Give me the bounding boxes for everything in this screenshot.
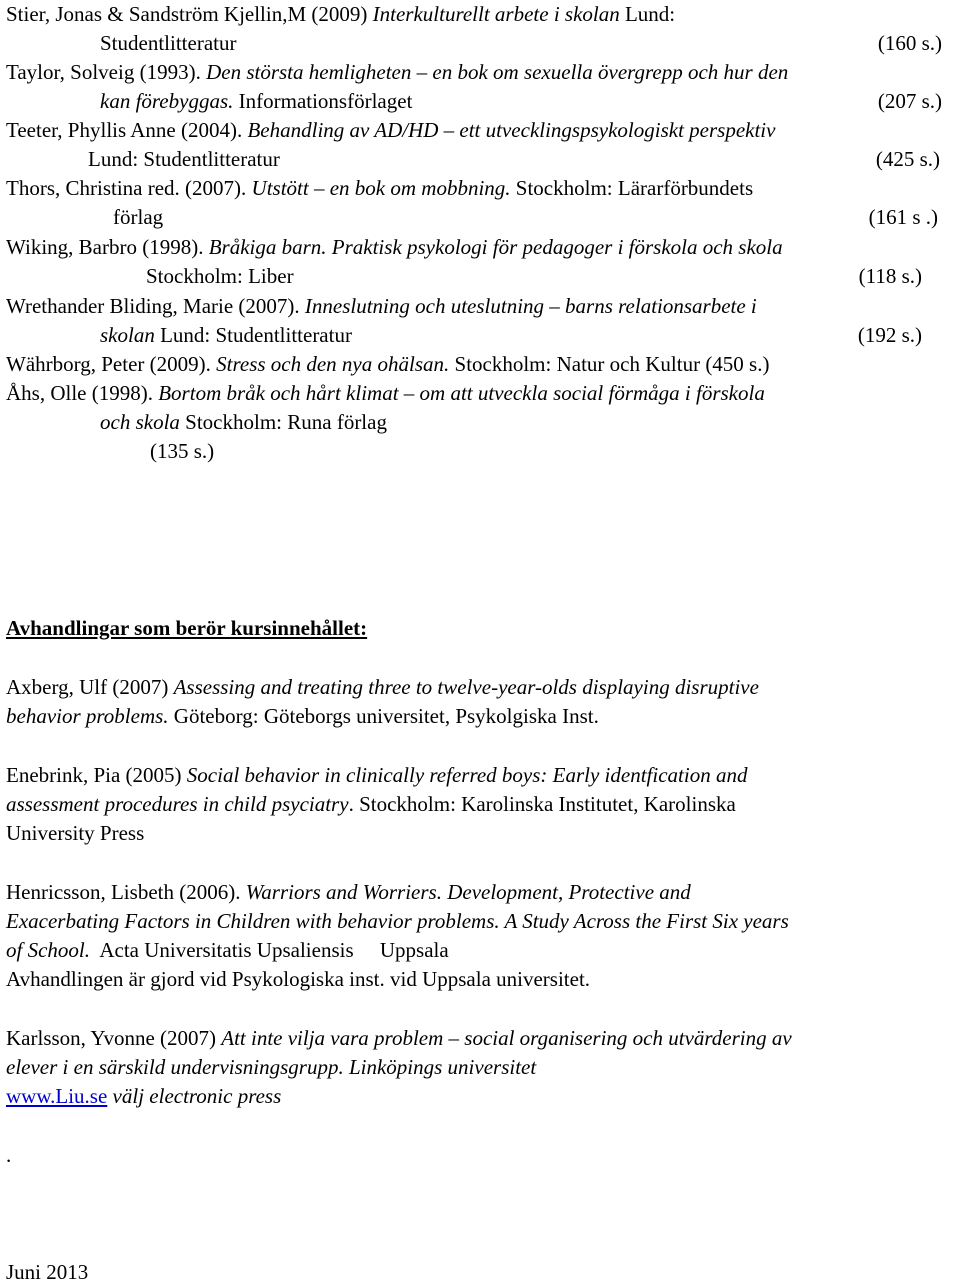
thesis-karlsson-line1: Karlsson, Yvonne (2007) Att inte vilja vara problem – social organisering och utvärdering av <box>6 1026 792 1050</box>
ref-teeter-line1: Teeter, Phyllis Anne (2004). Behandling av AD/HD – ett utvecklingspsykologiskt perspektiv <box>6 118 776 142</box>
thesis-karlsson-line2: elever i en särskild undervisningsgrupp. Linköpings universitet <box>6 1055 537 1079</box>
ref-ahs-line1: Åhs, Olle (1998). Bortom bråk och hårt klimat – om att utveckla social förmåga i förskola <box>6 381 765 405</box>
ref-wrethander-line1: Wrethander Bliding, Marie (2007). Inneslutning och uteslutning – barns relationsarbete i <box>6 294 757 318</box>
ref-teeter-pages: (425 s.) <box>875 147 940 171</box>
thesis-axberg-line2: behavior problems. Göteborg: Göteborgs universitet, Psykolgiska Inst. <box>6 704 599 728</box>
thesis-enebrink-line3: University Press <box>6 821 145 845</box>
ref-thors-line1: Thors, Christina red. (2007). Utstött – en bok om mobbning. Stockholm: Lärarförbundets <box>6 176 754 200</box>
liu-link[interactable]: www.Liu.se <box>6 1084 108 1108</box>
ref-wrethander-pages: (192 s.) <box>857 323 922 347</box>
ref-stier-pages: (160 s.) <box>877 31 942 55</box>
ref-wahrborg-line1: Währborg, Peter (2009). Stress och den nya ohälsan. Stockholm: Natur och Kultur (450 s.) <box>6 352 770 376</box>
ref-wiking-publisher: Stockholm: Liber <box>146 264 294 288</box>
ref-taylor-line2: kan förebyggas. Informationsförlaget <box>100 89 413 113</box>
ref-taylor-pages: (207 s.) <box>877 89 942 113</box>
thesis-enebrink-line2: assessment procedures in child psyciatry. Stockholm: Karolinska Institutet, Karolinska <box>6 792 736 816</box>
thesis-karlsson-line3: www.Liu.se välj electronic press <box>6 1084 282 1108</box>
thesis-axberg-line1: Axberg, Ulf (2007) Assessing and treating three to twelve-year-olds displaying disruptive <box>6 675 759 699</box>
thesis-henricsson-line1: Henricsson, Lisbeth (2006). Warriors and Worriers. Development, Protective and <box>6 880 691 904</box>
ref-ahs-pages: (135 s.) <box>150 439 215 463</box>
ref-stier-publisher: Studentlitteratur <box>100 31 237 55</box>
ref-thors-pages: (161 s .) <box>868 205 938 229</box>
section-heading: Avhandlingar som berör kursinnehållet: <box>6 616 368 640</box>
thesis-enebrink-line1: Enebrink, Pia (2005) Social behavior in clinically referred boys: Early identfication and <box>6 763 748 787</box>
ref-wrethander-line2: skolan Lund: Studentlitteratur <box>100 323 352 347</box>
ref-teeter-publisher: Lund: Studentlitteratur <box>88 147 280 171</box>
ref-wiking-line1: Wiking, Barbro (1998). Bråkiga barn. Praktisk psykologi för pedagoger i förskola och skola <box>6 235 783 259</box>
ref-ahs-line2: och skola Stockholm: Runa förlag <box>100 410 387 434</box>
footer-date: Juni 2013 <box>6 1260 89 1284</box>
stray-dot: . <box>6 1143 12 1167</box>
ref-wiking-pages: (118 s.) <box>858 264 922 288</box>
thesis-henricsson-line3: of School. Acta Universitatis Upsaliensis Uppsala <box>6 938 449 962</box>
thesis-henricsson-line2: Exacerbating Factors in Children with behavior problems. A Study Across the First Six years <box>6 909 789 933</box>
ref-taylor-line1: Taylor, Solveig (1993). Den största hemligheten – en bok om sexuella övergrepp och hur den <box>6 60 789 84</box>
thesis-henricsson-note: Avhandlingen är gjord vid Psykologiska inst. vid Uppsala universitet. <box>6 967 591 991</box>
ref-thors-publisher: förlag <box>113 205 164 229</box>
ref-stier-line1: Stier, Jonas & Sandström Kjellin,M (2009) Interkulturellt arbete i skolan Lund: <box>6 2 676 26</box>
